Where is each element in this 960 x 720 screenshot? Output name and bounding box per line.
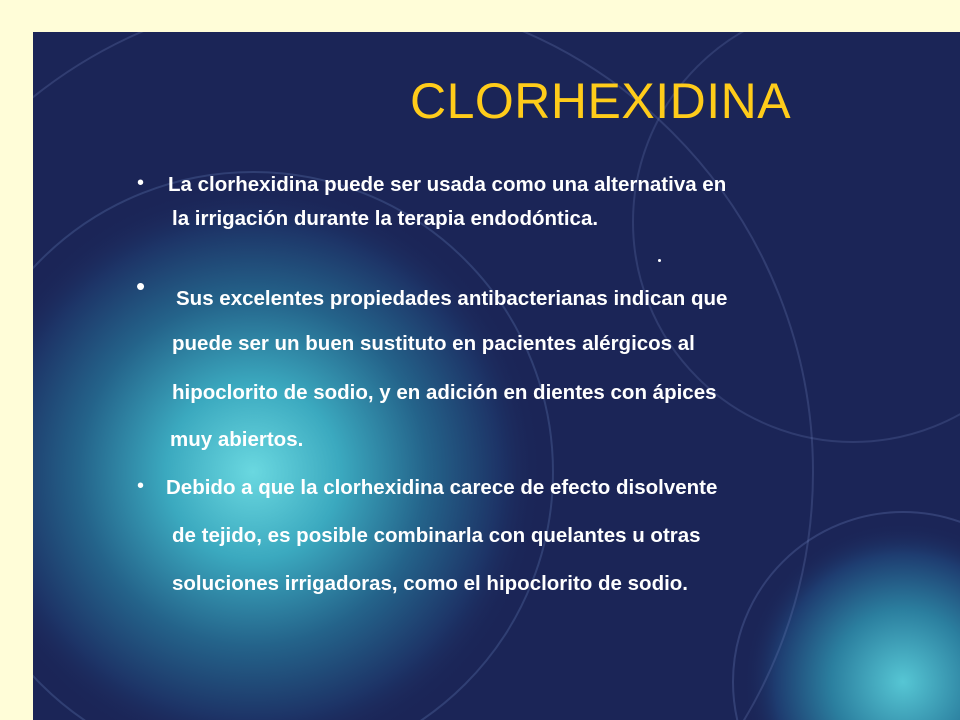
bullet-2-line-1: Sus excelentes propiedades antibacterianas indican que [176,287,728,310]
bullet-3-line-1: Debido a que la clorhexidina carece de efecto disolvente [166,476,718,499]
bullet-marker: • [136,271,146,301]
bullet-2-line-4: muy abiertos. [170,428,304,451]
slide-title: CLORHEXIDINA [410,73,792,129]
slide [33,32,960,720]
small-glow-orb [733,512,960,720]
slide-background-art [33,32,960,720]
bullet-2-line-2: puede ser un buen sustituto en pacientes alérgicos al [172,332,695,355]
stray-dot [658,259,661,262]
bullet-marker: • [137,172,145,194]
bullet-1-line-2: la irrigación durante la terapia endodóntica. [172,207,599,230]
bullet-3-line-3: soluciones irrigadoras, como el hipoclorito de sodio. [172,572,689,595]
bullet-1-line-1: La clorhexidina puede ser usada como una alternativa en [168,173,727,196]
bullet-3-line-2: de tejido, es posible combinarla con quelantes u otras [172,524,701,547]
bullet-2-line-3: hipoclorito de sodio, y en adición en dientes con ápices [172,381,717,404]
bullet-marker: • [137,475,145,497]
